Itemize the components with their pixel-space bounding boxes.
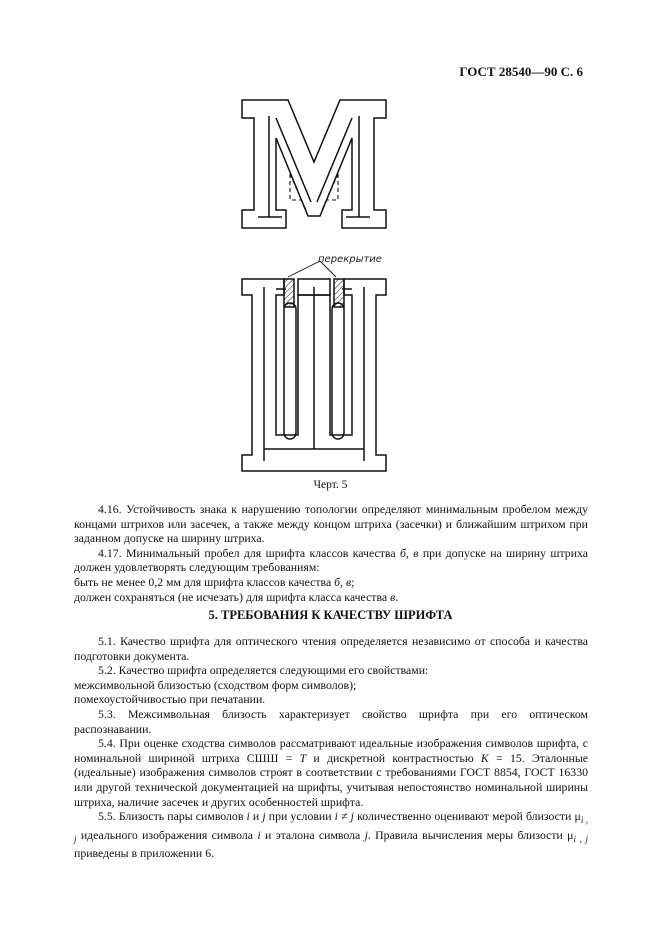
stroke-axis-diag-right [317,118,352,202]
paragraph-5-2: 5.2. Качество шрифта определяется следующими его свойствами: [98,663,429,678]
paragraph-5-1: 5.1. Качество шрифта для оптического чтения определяется независимо от способа и качества подготовки документа. [74,634,588,663]
property-line-1: межсимвольной близостью (сходством форм символов); [74,677,357,692]
paragraph-5-4: 5.4. При оценке сходства символов рассматривают идеальные изображения символов шрифта, с номинальной шириной штриха СШШ = T и дискретной контрастностью K = 15. Эталонные (идеальные) изображения символов строят в соответствии с требованиями ГОСТ 8854, ГОСТ 16330 или другой технической документацией на шрифты, учитывая непостоянство номинальной ширины штриха, наличие засечек и других особенностей шрифта. [74,736,588,809]
requirement-line-2: должен сохраняться (не исчезать) для шрифта класса качества в. [74,589,399,604]
figure-caption: Черт. 5 [313,479,348,491]
paragraph-4-17: 4.17. Минимальный пробел для шрифта классов качества б, в при допуске на ширину штриха должен удовлетворять следующим требованиям: [74,545,588,575]
stroke-axis-diag-left [276,118,311,202]
letter-m-outline [242,100,386,228]
figure-letter-m [240,98,388,230]
overlap-label: перекрытие [318,254,382,265]
requirement-line-1: быть не менее 0,2 мм для шрифта классов качества б, в; [74,574,355,589]
property-line-2: помехоустойчивостью при печатании. [74,692,266,707]
section4-text [74,502,588,604]
section5-text [74,634,588,861]
paragraph-5-3: 5.3. Межсимвольная близость характеризует свойство шрифта при его оптическом распознавании. [74,706,588,736]
label-leader-line [288,261,336,277]
paragraph-4-16: 4.16. Устойчивость знака к нарушению топологии определяют минимальным пробелом между концами штрихов или засечек, а также между концом штриха (засечки) и ближайшим штрихом при заданном допуске на ширину штриха. [74,502,588,546]
section-title: 5. ТРЕБОВАНИЯ К КАЧЕСТВУ ШРИФТА [208,608,453,622]
paragraph-5-5: 5.5. Близость пары символов i и j при условии i ≠ j количественно оценивают мерой близости $\mu_{i , j}$ идеального изображения символа i и эталона символа j. Правила вычисления меры близости $\mu_{i , j}$ приведены в приложении 6. [74,809,588,861]
figure-letter-sha [240,253,388,473]
stroke-slot-right [332,303,344,439]
stroke-slot-left [284,303,296,439]
page-header: ГОСТ 28540—90 С. 6 [459,64,583,79]
